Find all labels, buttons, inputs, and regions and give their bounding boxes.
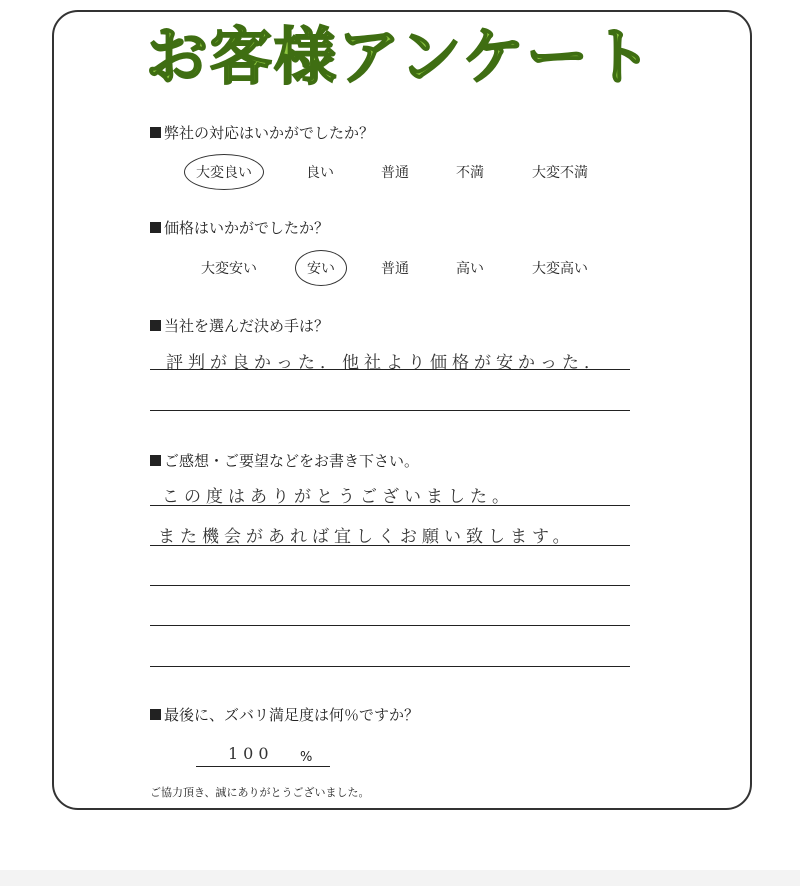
q2-option-4[interactable]: 高い: [456, 261, 484, 277]
q1-option-5[interactable]: 大変不満: [532, 165, 588, 181]
question-2-text: 価格はいかがでしたか？: [164, 219, 330, 237]
question-5-text: 最後に、ズバリ満足度は何％ですか？: [164, 706, 420, 724]
q1-option-4[interactable]: 不満: [456, 165, 484, 181]
percent-unit: %: [300, 750, 313, 765]
answer-line: [150, 369, 630, 370]
square-bullet-icon: [150, 127, 161, 138]
scan-edge: [0, 870, 800, 886]
percent-answer-line: [196, 766, 330, 767]
footer-thanks: ご協力頂き、誠にありがとうございました。: [150, 786, 370, 799]
q1-option-1[interactable]: 大変良い: [196, 162, 252, 182]
q2-option-2[interactable]: 安い: [307, 258, 335, 278]
q2-option-3[interactable]: 普通: [381, 261, 409, 277]
question-4-label: [150, 450, 419, 471]
q2-option-5[interactable]: 大変高い: [532, 261, 588, 277]
question-3-label: [150, 315, 329, 336]
answer-line: [150, 666, 630, 667]
square-bullet-icon: [150, 320, 161, 331]
answer-line: [150, 410, 630, 411]
question-2-label: [150, 217, 329, 238]
answer-line: [150, 625, 630, 626]
q3-handwritten-answer: 評判が良かった．他社より価格が安かった．: [166, 353, 606, 373]
answer-line: [150, 505, 630, 506]
question-4-text: ご感想・ご要望などをお書き下さい。: [164, 452, 420, 470]
question-1-label: [150, 122, 374, 143]
question-3-text: 当社を選んだ決め手は？: [164, 317, 330, 335]
question-5-label: [150, 704, 419, 725]
q5-handwritten-answer: 100: [228, 744, 274, 763]
page-title: お客様アンケート: [145, 20, 655, 93]
answer-line: [150, 585, 630, 586]
answer-line: [150, 545, 630, 546]
q4-handwritten-line-1: この度はありがとうございました。: [162, 487, 514, 507]
q1-option-2[interactable]: 良い: [306, 165, 334, 181]
q2-option-1[interactable]: 大変安い: [201, 261, 257, 277]
q1-option-3[interactable]: 普通: [381, 165, 409, 181]
square-bullet-icon: [150, 222, 161, 233]
q4-handwritten-line-2: また機会があれば宜しくお願い致します。: [158, 527, 575, 547]
square-bullet-icon: [150, 455, 161, 466]
square-bullet-icon: [150, 709, 161, 720]
question-1-text: 弊社の対応はいかがでしたか？: [164, 124, 375, 142]
